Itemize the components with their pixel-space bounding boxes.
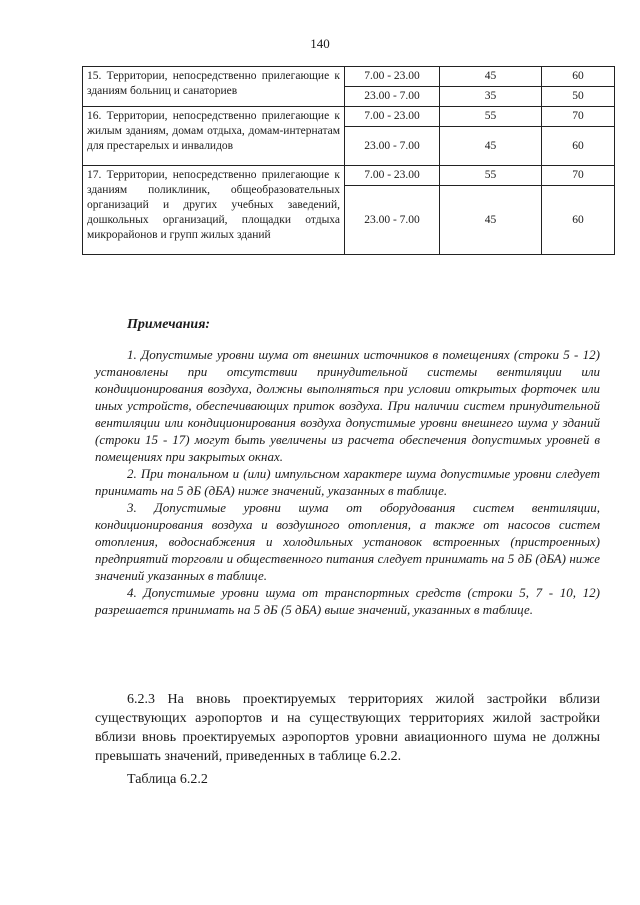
row-description: 17. Территории, непосредственно прилегающие к зданиям поликлиник, общеобразовательных организаций и других учебных заведений, дошкольных организаций, площадки отдыха микрорайонов и групп жилых зданий: [83, 166, 345, 255]
section-paragraph: 6.2.3 На вновь проектируемых территориях жилой застройки вблизи существующих аэропортов и на существующих территориях жилой застройки вблизи вновь проектируемых аэропортов уровни авиационного шума не должны превышать значений, приведенных в таблице 6.2.2.: [95, 692, 600, 764]
note-item: 1. Допустимые уровни шума от внешних источников в помещениях (строки 5 - 12) установлены при отсутствии принудительной системы вентиляции или кондиционирования воздуха, должны выполняться при условии открытых форточек или иных устройств, обеспечивающих приток воздуха. При наличии систем принудительной вентиляции или кондиционирования воздуха допустимые уровни внешнего шума у зданий (строки 15 - 17) могут быть увеличены из расчета обеспечения допустимых уровней в помещениях при закрытых окнах.: [95, 347, 600, 464]
max-level-value: 60: [542, 127, 615, 166]
noise-levels-table: [82, 66, 615, 255]
time-period: 23.00 - 7.00: [345, 87, 440, 107]
notes-section: [95, 316, 600, 618]
max-level-value: 60: [542, 186, 615, 255]
note-item: 3. Допустимые уровни шума от оборудования систем вентиляции, кондиционирования воздуха и воздушного отопления, а также от насосов систем отопления, водоснабжения и холодильных установок встроенных (пристроенных) предприятий торговли и общественного питания следует принимать на 5 дБ (дБА) ниже значений указанных в таблице.: [95, 500, 600, 583]
max-level-value: 70: [542, 107, 615, 127]
level-value: 55: [440, 107, 542, 127]
time-period: 23.00 - 7.00: [345, 186, 440, 255]
note-item: 2. При тональном и (или) импульсном характере шума допустимые уровни следует принимать на 5 дБ (дБА) ниже значений, указанных в таблице.: [95, 466, 600, 498]
time-period: 7.00 - 23.00: [345, 67, 440, 87]
note-item: 4. Допустимые уровни шума от транспортных средств (строки 5, 7 - 10, 12) разрешается принимать на 5 дБ (5 дБА) выше значений, указанных в таблице.: [95, 585, 600, 617]
time-period: 23.00 - 7.00: [345, 127, 440, 166]
table-row: [83, 67, 615, 87]
page-number: 140: [310, 36, 330, 51]
level-value: 45: [440, 186, 542, 255]
time-period: 7.00 - 23.00: [345, 107, 440, 127]
table-row: [83, 107, 615, 127]
time-period: 7.00 - 23.00: [345, 166, 440, 186]
level-value: 55: [440, 166, 542, 186]
level-value: 45: [440, 127, 542, 166]
row-description: 16. Территории, непосредственно прилегающие к жилым зданиям, домам отдыха, домам-интернатам для престарелых и инвалидов: [83, 107, 345, 166]
table-row: [83, 166, 615, 186]
level-value: 45: [440, 67, 542, 87]
max-level-value: 70: [542, 166, 615, 186]
max-level-value: 60: [542, 67, 615, 87]
level-value: 35: [440, 87, 542, 107]
max-level-value: 50: [542, 87, 615, 107]
table-caption: Таблица 6.2.2: [127, 772, 208, 787]
row-description: 15. Территории, непосредственно прилегающие к зданиям больниц и санаториев: [83, 67, 345, 107]
notes-heading: Примечания:: [127, 317, 211, 332]
